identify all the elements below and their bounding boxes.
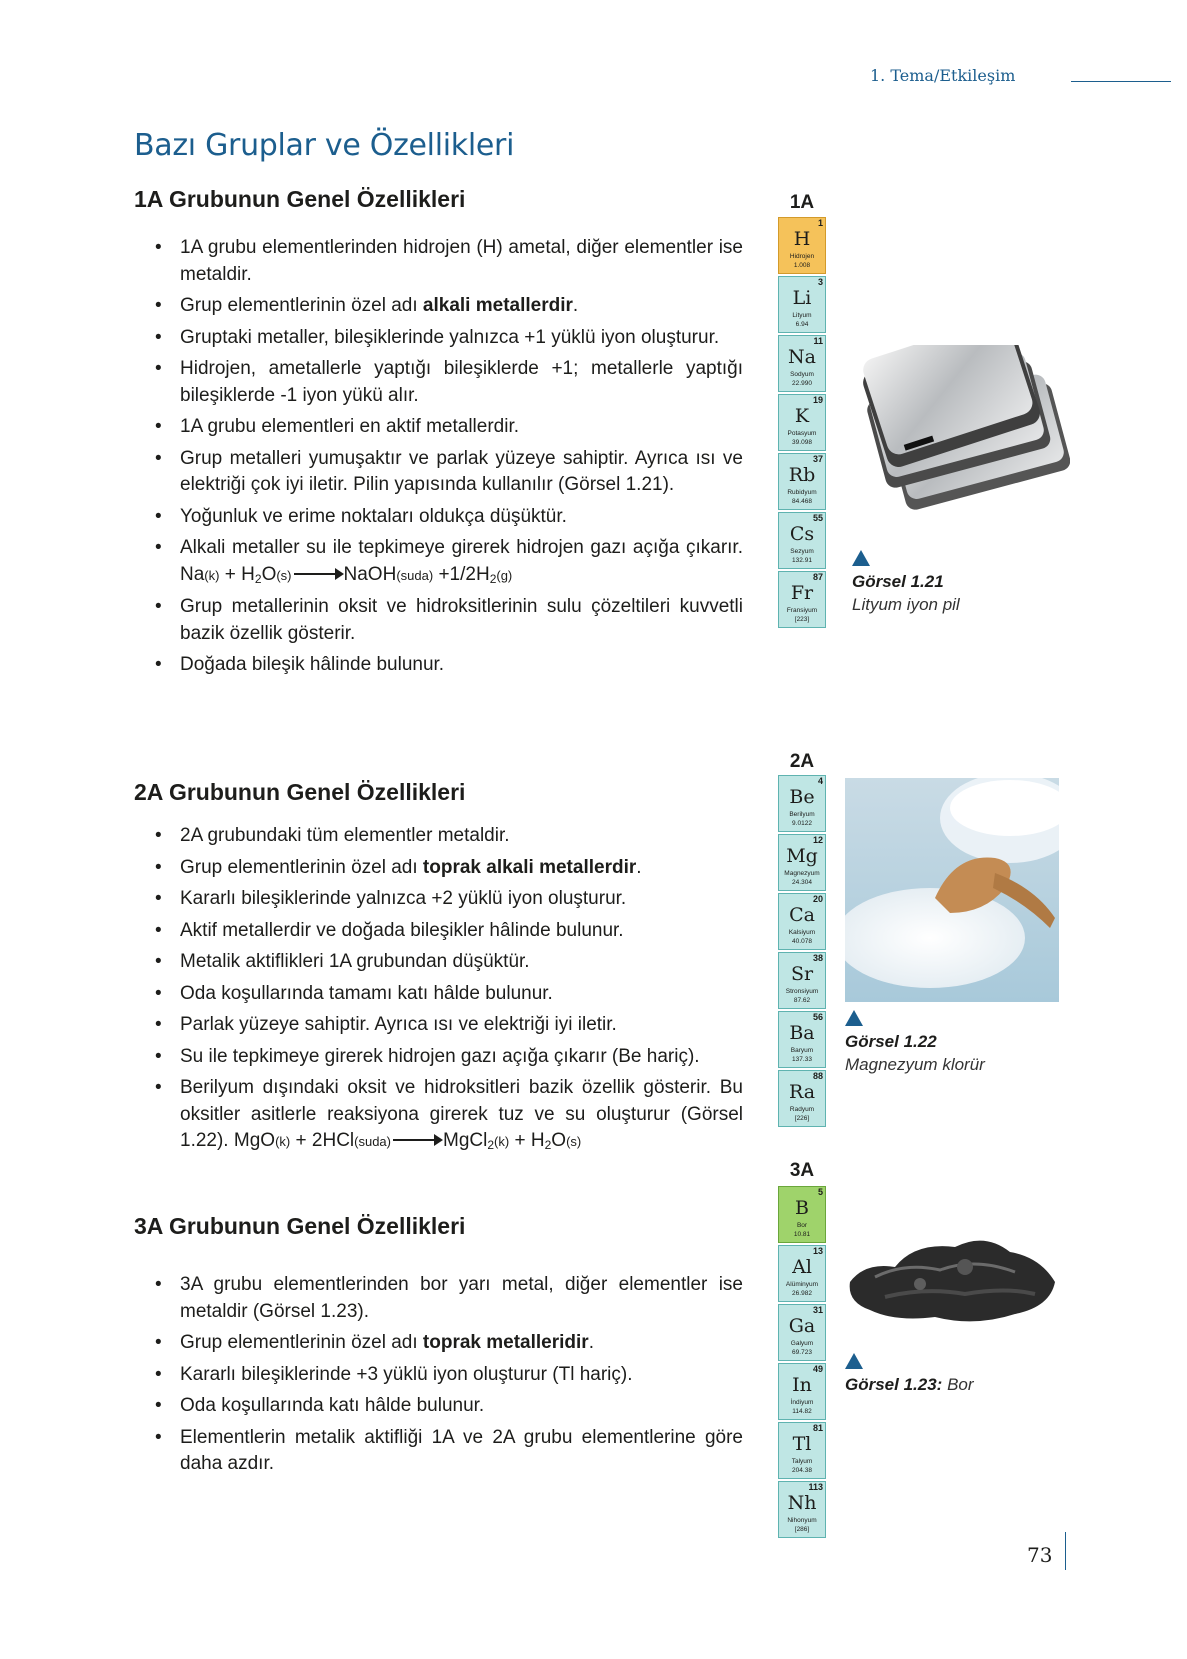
atomic-mass: 204.38 [792,1467,812,1474]
list-item: • Parlak yüzeye sahiptir. Ayrıca ısı ve elektriği iyi iletir. [133,1012,743,1039]
element-name: Sezyum [790,548,814,555]
element-tile-fr [778,571,826,628]
element-symbol: H [793,228,811,250]
list-item: • Hidrojen, ametallerle yaptığı bileşiklerde +1; metallerle yaptığı bileşiklerde -1 iyon yükü alır. [133,356,743,409]
element-symbol: Nh [787,1492,817,1514]
element-column-2a [778,775,826,1129]
section-title-3a: 3A Grubunun Genel Özellikleri [134,1213,466,1239]
element-tile-ra [778,1070,826,1127]
element-name: Galyum [790,1340,814,1347]
section-title-2a: 2A Grubunun Genel Özellikleri [134,779,466,805]
list-item: • Grup elementlerinin özel adı alkali metallerdir. [133,293,743,320]
list-item: • Gruptaki metaller, bileşiklerinde yalnızca +1 yüklü iyon oluşturur. [133,325,743,352]
element-tile-al [778,1245,826,1302]
atomic-mass: 40.078 [792,938,812,945]
atomic-mass: 137.33 [792,1056,812,1063]
element-tile-na [778,335,826,392]
figure-caption-1-23: Görsel 1.23: Bor [845,1375,974,1394]
atomic-mass: [286] [794,1526,810,1533]
atomic-number: 20 [812,894,823,904]
figure-marker-icon [845,1010,863,1026]
lithium-ion-battery-image [845,345,1070,545]
reaction-arrow-icon [294,573,338,575]
atomic-mass: [223] [794,616,810,623]
element-name: Magnezyum [784,870,820,877]
list-item: • Grup metalleri yumuşaktır ve parlak yüzeye sahiptir. Ayrıca ısı ve elektriği çok iyi iletir. Pilin yapısında kullanılır (Görsel 1.21). [133,446,743,499]
list-item: • Grup elementlerinin özel adı toprak alkali metallerdir. [133,855,743,882]
element-symbol: Ra [788,1081,816,1103]
list-item: • 1A grubu elementleri en aktif metallerdir. [133,414,743,441]
atomic-number: 31 [812,1305,823,1315]
list-item: • Oda koşullarında tamamı katı hâlde bulunur. [133,981,743,1008]
element-name: Radyum [789,1106,815,1113]
list-item [133,535,743,589]
list-item: • 1A grubu elementlerinden hidrojen (H) ametal, diğer elementler ise metaldir. [133,235,743,288]
list-item: • Kararlı bileşiklerinde yalnızca +2 yüklü iyon oluşturur. [133,886,743,913]
figure-id-1-21: Görsel 1.21 [852,572,944,591]
element-symbol: Ca [789,904,815,926]
element-name: Bor [796,1222,808,1229]
atomic-number: 13 [812,1246,823,1256]
running-head: 1. Tema/Etkileşim [870,66,1016,85]
page-number-rule [1065,1532,1066,1570]
atomic-mass: 132.91 [792,557,812,564]
element-symbol: Rb [788,464,816,486]
figure-marker-icon [845,1353,863,1369]
group-label-1a: 1A [789,192,815,213]
element-tile-be [778,775,826,832]
element-tile-in [778,1363,826,1420]
element-tile-nh [778,1481,826,1538]
element-name: Talyum [791,1458,813,1465]
atomic-number: 55 [812,513,823,523]
element-tile-ba [778,1011,826,1068]
element-symbol: Li [792,287,812,309]
element-symbol: Tl [792,1433,812,1455]
atomic-mass: 6.94 [795,321,809,328]
element-symbol: B [795,1197,809,1219]
element-name: Rubidyum [787,489,817,496]
page-number: 73 [1027,1543,1053,1567]
element-name: Alüminyum [785,1281,819,1288]
list-item: • Oda koşullarında katı hâlde bulunur. [133,1393,743,1420]
magnesium-chloride-image [845,778,1059,1002]
atomic-mass: 1.008 [793,262,811,269]
element-symbol: In [792,1374,812,1396]
element-name: Stronsiyum [785,988,819,995]
boron-image [845,1222,1060,1332]
atomic-number: 37 [812,454,823,464]
element-tile-sr [778,952,826,1009]
element-symbol: Al [792,1256,812,1278]
bullet-list-1a [133,235,743,679]
element-name: Berilyum [789,811,815,818]
list-item: • Berilyum dışındaki oksit ve hidroksitleri bazik özellik gösterir. Bu oksitler asitlerle reaksiyona girerek tuz ve su oluşturur (Görsel 1.22). MgO(k) + 2HCl(suda) MgCl$_2$(k) + $H_2O(s)$ [133,1075,743,1156]
element-name: Lityum [792,312,812,319]
element-symbol: Cs [789,523,815,545]
element-symbol: Mg [786,845,818,867]
element-tile-mg [778,834,826,891]
list-item: • Grup elementlerinin özel adı toprak metalleridir. [133,1330,743,1357]
element-name: Potasyum [787,430,817,437]
header-rule [1071,81,1171,82]
element-name: Baryum [790,1047,814,1054]
atomic-mass: 87.62 [793,997,811,1004]
group-label-3a: 3A [789,1160,815,1181]
list-item: • 2A grubundaki tüm elementler metaldir. [133,823,743,850]
atomic-mass: 9.0122 [792,820,812,827]
element-tile-tl [778,1422,826,1479]
element-tile-ca [778,893,826,950]
atomic-number: 1 [817,218,823,228]
atomic-mass: [226] [794,1115,810,1122]
element-symbol: K [794,405,810,427]
element-tile-cs [778,512,826,569]
element-column-3a [778,1186,826,1540]
list-item: • Elementlerin metalik aktifliği 1A ve 2A grubu elementlerine göre daha azdır. [133,1425,743,1478]
atomic-number: 19 [812,395,823,405]
element-symbol: Ga [788,1315,816,1337]
atomic-mass: 10.81 [793,1231,811,1238]
element-symbol: Sr [790,963,814,985]
list-item: • 3A grubu elementlerinden bor yarı metal, diğer elementler ise metaldir (Görsel 1.23). [133,1272,743,1325]
element-symbol: Be [789,786,815,808]
figure-id-1-22: Görsel 1.22 [845,1032,937,1051]
element-name: Sodyum [790,371,814,378]
page-title: Bazı Gruplar ve Özellikleri [134,128,515,163]
list-item: • Aktif metallerdir ve doğada bileşikler hâlinde bulunur. [133,918,743,945]
bullet-list-3a [133,1272,743,1478]
atomic-number: 56 [812,1012,823,1022]
element-tile-h [778,217,826,274]
element-symbol: Fr [790,582,814,604]
atomic-number: 12 [812,835,823,845]
bullet-list-2a [133,823,743,1156]
list-item: • Su ile tepkimeye girerek hidrojen gazı açığa çıkarır (Be hariç). [133,1044,743,1071]
figure-marker-icon [852,550,870,566]
atomic-mass: 69.723 [792,1349,812,1356]
atomic-number: 3 [817,277,823,287]
list-item: • Grup metallerinin oksit ve hidroksitlerinin sulu çözeltileri kuvvetli bazik özellik gösterir. [133,594,743,647]
element-name: Nihonyum [787,1517,817,1524]
element-tile-ga [778,1304,826,1361]
element-column-1a [778,217,826,630]
list-item: • Kararlı bileşiklerinde +3 yüklü iyon oluşturur (Tl hariç). [133,1362,743,1389]
element-tile-li [778,276,826,333]
atomic-mass: 84.468 [792,498,812,505]
element-name: İndiyum [790,1399,814,1406]
atomic-number: 4 [817,776,823,786]
atomic-mass: 24.304 [792,879,812,886]
atomic-number: 113 [808,1482,823,1492]
element-symbol: Ba [789,1022,815,1044]
atomic-number: 88 [812,1071,823,1081]
group-label-2a: 2A [789,751,815,772]
element-symbol: Na [788,346,816,368]
list-item: • Metalik aktiflikleri 1A grubundan düşüktür. [133,949,743,976]
list-item: • Yoğunluk ve erime noktaları oldukça düşüktür. [133,504,743,531]
atomic-number: 5 [817,1187,823,1197]
reaction-arrow-icon [393,1139,437,1141]
atomic-number: 11 [813,336,823,346]
atomic-number: 87 [812,572,823,582]
reaction-text: Alkali metaller su ile tepkimeye girerek hidrojen gazı açığa çıkarır. [180,537,743,558]
atomic-number: 38 [812,953,823,963]
element-name: Fransiyum [786,607,818,614]
atomic-number: 49 [812,1364,823,1374]
element-tile-b [778,1186,826,1243]
figure-caption-1-21: Lityum iyon pil [852,595,960,614]
element-name: Hidrojen [789,253,815,260]
figure-caption-1-22: Magnezyum klorür [845,1055,985,1074]
element-tile-k [778,394,826,451]
element-tile-rb [778,453,826,510]
reaction-equation-mgo: MgO(k) + 2HCl(suda) MgCl$_2$(k) + $H_2O(s)$ [233,1130,582,1152]
atomic-mass: 39.098 [792,439,812,446]
list-item: • Doğada bileşik hâlinde bulunur. [133,652,743,679]
atomic-mass: 114.82 [792,1408,812,1415]
atomic-mass: 26.982 [792,1290,812,1297]
element-name: Kalsiyum [788,929,816,936]
atomic-mass: 22.990 [792,380,812,387]
atomic-number: 81 [812,1423,823,1433]
section-title-1a: 1A Grubunun Genel Özellikleri [134,186,466,212]
reaction-equation-na: $Na(k) + H_2O(s)$ NaOH(suda) $+1/2H_2(g)$ [180,563,513,586]
